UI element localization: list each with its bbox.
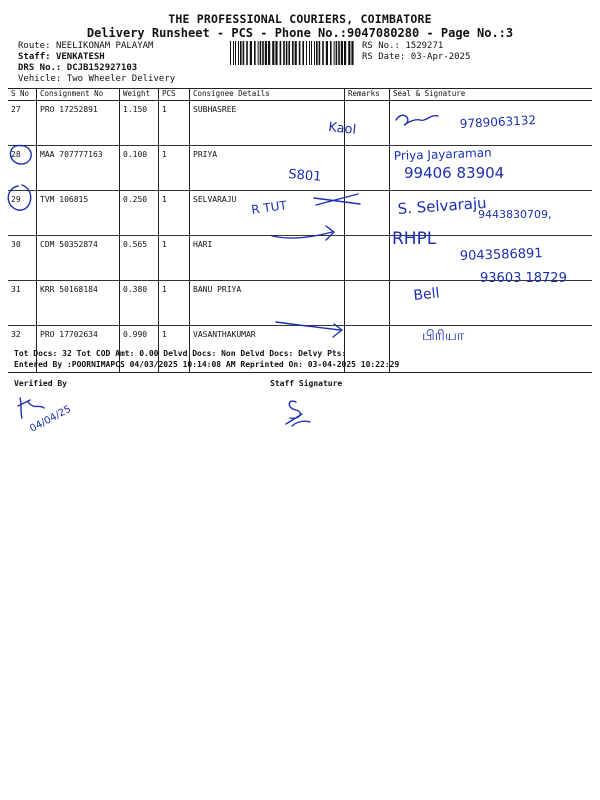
row-sno: 27 — [8, 101, 37, 146]
row-pcs: 1 — [159, 281, 190, 326]
rs-date-line — [362, 52, 470, 62]
row-pcs: 1 — [159, 101, 190, 146]
col-seal-signature: Seal & Signature — [390, 89, 593, 101]
rs-date-value: 03-Apr-2025 — [410, 52, 471, 62]
row-signature — [390, 326, 593, 373]
table-row — [8, 281, 592, 326]
staff-signature-scribble — [286, 401, 310, 426]
table-row — [8, 146, 592, 191]
row-sno: 32 — [8, 326, 37, 373]
vehicle-line — [18, 74, 175, 84]
rs-date-label: RS Date: — [362, 52, 406, 62]
row-remarks — [345, 236, 390, 281]
row-remarks — [345, 191, 390, 236]
row-consignee: SUBHASREE — [190, 101, 345, 146]
drs-value: DCJB152927103 — [66, 63, 138, 73]
row-consignment: MAA 707777163 — [37, 146, 120, 191]
phone-row29: 9443830709, — [478, 208, 552, 221]
row-weight: 0.100 — [120, 146, 159, 191]
remark-row29b: R TUT — [250, 198, 288, 217]
staff-line — [18, 52, 105, 62]
runsheet-subtitle: Delivery Runsheet - PCS - Phone No.:9047080280 - Page No.:3 — [86, 26, 514, 40]
row-consignment: PRO 17252891 — [37, 101, 120, 146]
col-remarks: Remarks — [345, 89, 390, 101]
row-consignee: PRIYA — [190, 146, 345, 191]
route-line — [18, 41, 153, 51]
drs-label: DRS No.: — [18, 63, 62, 73]
row-weight: 1.150 — [120, 101, 159, 146]
row-signature — [390, 236, 593, 281]
staff-label: Staff: — [18, 52, 51, 62]
row-sno: 29 — [8, 191, 37, 236]
row-signature — [390, 191, 593, 236]
vehicle-label: Vehicle: — [18, 74, 62, 84]
staff-signature-label: Staff Signature — [270, 379, 343, 388]
barcode — [230, 41, 354, 65]
row-weight: 0.380 — [120, 281, 159, 326]
remark-row27: Kaol — [327, 120, 357, 138]
rs-no-label: RS No.: — [362, 41, 400, 51]
entered-by-line: Entered By :POORNIMAPCS 04/03/2025 10:14:08 AM Reprinted On: 03-04-2025 10:22:29 — [14, 360, 400, 369]
sig-row32: பிரியா — [422, 328, 465, 344]
col-consignee: Consignee Details — [190, 89, 345, 101]
phone-row27: 9789063132 — [459, 113, 537, 131]
row-pcs: 1 — [159, 326, 190, 373]
verified-by-label: Verified By — [14, 379, 67, 388]
row-weight: 0.990 — [120, 326, 159, 373]
name-row28: Priya Jayaraman — [393, 145, 492, 163]
table-row — [8, 101, 592, 146]
col-pcs: PCS — [159, 89, 190, 101]
table-row — [8, 236, 592, 281]
phone-row30: 9043586891 — [459, 246, 543, 264]
row-remarks — [345, 101, 390, 146]
route-value: NEELIKONAM PALAYAM — [55, 41, 154, 51]
name-row29: S. Selvaraju — [397, 193, 488, 218]
row-consignment: PRO 17702634 — [37, 326, 120, 373]
remark-row29: S801 — [287, 167, 322, 185]
row-consignee: HARI — [190, 236, 345, 281]
row-pcs: 1 — [159, 236, 190, 281]
sig-row31: Bell — [412, 285, 441, 304]
row-consignee: SELVARAJU — [190, 191, 345, 236]
staff-value: VENKATESH — [55, 52, 105, 62]
row-weight: 0.250 — [120, 191, 159, 236]
row-remarks — [345, 146, 390, 191]
row-consignment: KRR 50168184 — [37, 281, 120, 326]
company-title: THE PROFESSIONAL COURIERS, COIMBATORE — [168, 12, 432, 26]
row-consignment: CDM 50352874 — [37, 236, 120, 281]
vehicle-value: Two Wheeler Delivery — [66, 74, 176, 84]
verified-date: 04/04/25 — [28, 403, 74, 435]
verified-by-scribble — [18, 398, 44, 418]
row-sno: 31 — [8, 281, 37, 326]
totals-line: Tot Docs: 32 Tot COD Amt: 0.00 Delvd Docs: Non Delvd Docs: Delvy Pts: — [14, 349, 347, 358]
row-signature — [390, 146, 593, 191]
route-label: Route: — [18, 41, 51, 51]
row-signature — [390, 281, 593, 326]
col-sno: S No — [8, 89, 37, 101]
row-consignee: BANU PRIYA — [190, 281, 345, 326]
rs-no-value: 1529271 — [405, 41, 444, 51]
rs-no-line — [362, 41, 443, 51]
row-consignment: TVM 106815 — [37, 191, 120, 236]
drs-line — [18, 63, 137, 73]
row-pcs: 1 — [159, 146, 190, 191]
row-sno: 28 — [8, 146, 37, 191]
col-weight: Weight — [120, 89, 159, 101]
row-pcs: 1 — [159, 191, 190, 236]
row-consignee: VASANTHAKUMAR — [190, 326, 345, 373]
row-weight: 0.565 — [120, 236, 159, 281]
row-remarks — [345, 281, 390, 326]
phone-row28: 99406 83904 — [404, 164, 505, 182]
delivery-table — [8, 88, 592, 373]
name-row30: RHPL — [392, 229, 437, 249]
phone-row31: 93603 18729 — [480, 271, 567, 286]
row-sno: 30 — [8, 236, 37, 281]
row-signature — [390, 101, 593, 146]
table-row — [8, 191, 592, 236]
col-consignment: Consignment No — [37, 89, 120, 101]
table-header-row — [8, 89, 592, 101]
